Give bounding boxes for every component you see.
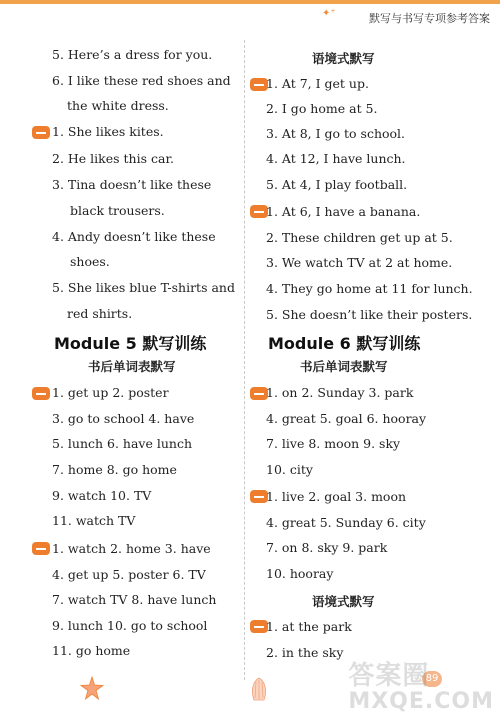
text-line: 1. get up 2. poster: [52, 385, 169, 400]
module-5-title: Module 5 默写训练: [54, 334, 207, 353]
text-line: 11. watch TV: [52, 513, 136, 528]
text-line: 5. At 4, I play football.: [266, 177, 408, 192]
text-line: 4. Andy doesn’t like these: [52, 229, 216, 244]
text-line: 9. watch 10. TV: [52, 488, 152, 503]
starfish-icon: [80, 676, 104, 700]
shell-icon: [248, 676, 270, 702]
text-line: 4. At 12, I have lunch.: [266, 151, 406, 166]
header-title: 默写与书写专项参考答案: [369, 12, 490, 25]
sparkle-icon: ✦⁺: [322, 8, 336, 19]
column-divider: [244, 40, 245, 680]
text-line: 1. She likes kites.: [52, 124, 164, 139]
module-6-title: Module 6 默写训练: [268, 334, 421, 353]
text-line: the white dress.: [67, 98, 169, 113]
text-line: 2. He likes this car.: [52, 151, 175, 166]
section-one-badge-icon: [32, 387, 50, 400]
text-line: 5. She doesn’t like their posters.: [266, 307, 473, 322]
text-line: 2. I go home at 5.: [266, 101, 378, 116]
text-line: 2. in the sky: [266, 645, 344, 660]
text-line: black trousers.: [70, 203, 165, 218]
section-two-badge-icon: [32, 542, 50, 555]
section-heading: 书后单词表默写: [300, 359, 388, 374]
text-line: 4. They go home at 11 for lunch.: [266, 281, 473, 296]
text-line: 5. She likes blue T-shirts and: [52, 280, 235, 295]
text-line: 11. go home: [52, 643, 131, 658]
text-line: 1. watch 2. home 3. have: [52, 541, 211, 556]
text-line: 4. great 5. goal 6. hooray: [266, 411, 427, 426]
text-line: 7. live 8. moon 9. sky: [266, 436, 401, 451]
watermark-top: 答案圈: [348, 661, 430, 691]
text-line: 7. home 8. go home: [52, 462, 177, 477]
text-line: 2. These children get up at 5.: [266, 230, 453, 245]
text-line: 6. I like these red shoes and: [52, 73, 231, 88]
text-line: 4. great 5. Sunday 6. city: [266, 515, 426, 530]
text-line: 1. At 6, I have a banana.: [266, 204, 421, 219]
watermark: [348, 663, 494, 715]
section-heading: 语境式默写: [312, 594, 375, 609]
text-line: 1. At 7, I get up.: [266, 76, 369, 91]
text-line: 3. At 8, I go to school.: [266, 126, 406, 141]
text-line: 9. lunch 10. go to school: [52, 618, 208, 633]
text-line: 3. We watch TV at 2 at home.: [266, 255, 453, 270]
text-line: 10. city: [266, 462, 313, 477]
text-line: 3. Tina doesn’t like these: [52, 177, 212, 192]
text-line: 4. get up 5. poster 6. TV: [52, 567, 206, 582]
text-line: shoes.: [70, 254, 110, 269]
header-stripe: [0, 0, 500, 4]
text-line: 10. hooray: [266, 566, 334, 581]
text-line: 1. at the park: [266, 619, 352, 634]
text-line: 3. go to school 4. have: [52, 411, 195, 426]
watermark-bottom: MXQE.COM: [348, 689, 494, 714]
text-line: 5. lunch 6. have lunch: [52, 436, 193, 451]
text-line: 1. live 2. goal 3. moon: [266, 489, 407, 504]
section-heading: 语境式默写: [312, 51, 375, 66]
page-header: [0, 0, 500, 34]
text-line: red shirts.: [67, 306, 133, 321]
text-line: 7. on 8. sky 9. park: [266, 540, 388, 555]
section-heading: 书后单词表默写: [88, 359, 176, 374]
text-line: 7. watch TV 8. have lunch: [52, 592, 217, 607]
section-one-badge-icon: [32, 126, 50, 139]
text-line: 1. on 2. Sunday 3. park: [266, 385, 414, 400]
page-number-badge: 89: [422, 671, 442, 687]
text-line: 5. Here’s a dress for you.: [52, 47, 213, 62]
